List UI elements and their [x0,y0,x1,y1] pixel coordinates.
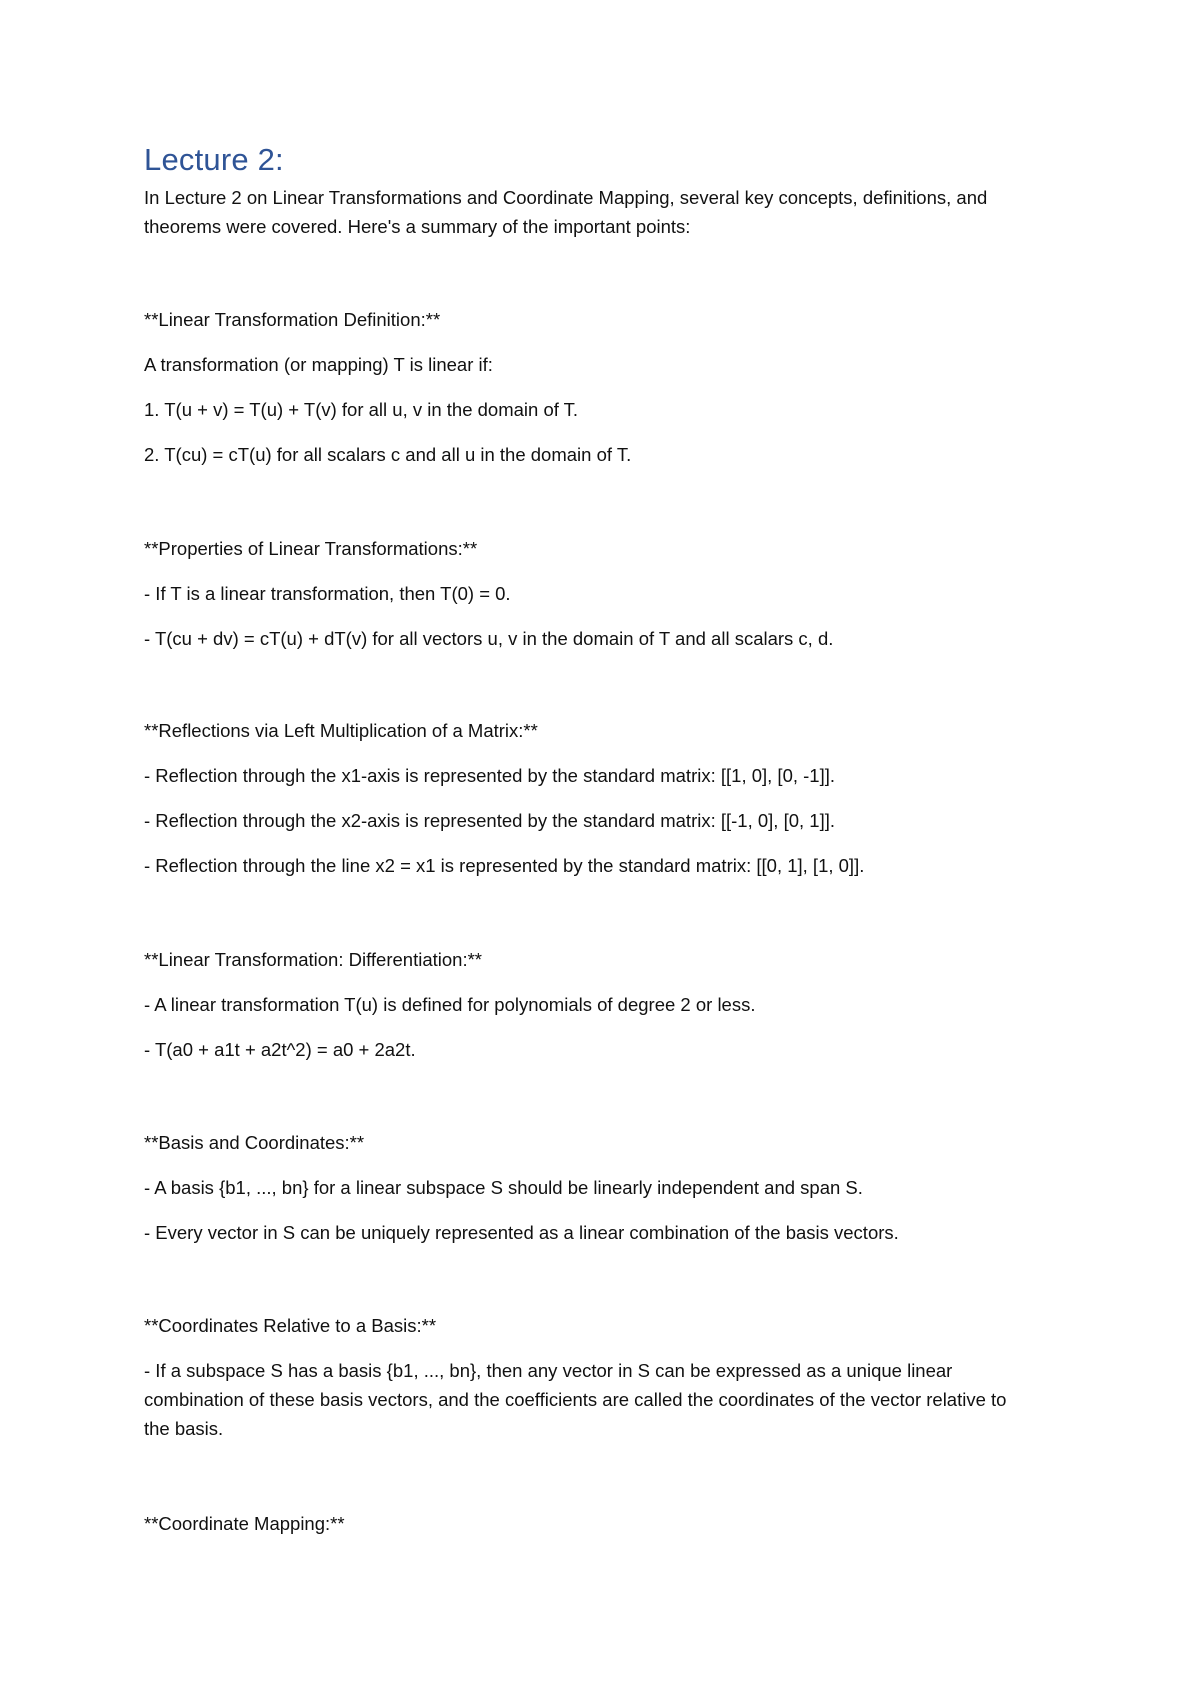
list-item: 1. T(u + v) = T(u) + T(v) for all u, v in the domain of T. [144,399,579,420]
section-linear-transformation-definition [144,305,1044,469]
list-item: - Every vector in S can be uniquely represented as a linear combination of the basis vectors. [144,1222,899,1243]
definition-line: A transformation (or mapping) T is linear if: [144,354,493,375]
section-heading: **Properties of Linear Transformations:** [144,538,478,559]
list-item: - T(a0 + a1t + a2t^2) = a0 + 2a2t. [144,1039,416,1060]
list-item: - A basis {b1, ..., bn} for a linear subspace S should be linearly independent and span S. [144,1177,863,1198]
list-item: - A linear transformation T(u) is defined for polynomials of degree 2 or less. [144,994,756,1015]
list-item: 2. T(cu) = cT(u) for all scalars c and all u in the domain of T. [144,444,632,465]
section-reflections [144,716,1044,880]
list-item: - Reflection through the line x2 = x1 is represented by the standard matrix: [[0, 1], [1, 0]]. [144,855,865,876]
list-item: - Reflection through the x2-axis is represented by the standard matrix: [[-1, 0], [0, 1]]. [144,810,836,831]
page-title: Lecture 2: [144,142,284,177]
section-differentiation [144,945,1044,1064]
section-heading: **Coordinate Mapping:** [144,1513,345,1534]
section-coordinates-relative-to-basis [144,1311,1044,1443]
list-item: - T(cu + dv) = cT(u) + dT(v) for all vectors u, v in the domain of T and all scalars c, d. [144,628,834,649]
list-item: - Reflection through the x1-axis is represented by the standard matrix: [[1, 0], [0, -1]]. [144,765,836,786]
section-heading: **Coordinates Relative to a Basis:** [144,1315,437,1336]
list-item: - If T is a linear transformation, then T(0) = 0. [144,583,511,604]
section-properties [144,534,1044,653]
section-heading: **Linear Transformation Definition:** [144,309,441,330]
intro-paragraph: In Lecture 2 on Linear Transformations and Coordinate Mapping, several key concepts, definitions, and theorems were covered. Here's a summary of the important points: [144,187,988,237]
section-coordinate-mapping [144,1509,1044,1538]
section-heading: **Basis and Coordinates:** [144,1132,365,1153]
section-basis-and-coordinates [144,1128,1044,1247]
section-heading: **Reflections via Left Multiplication of a Matrix:** [144,720,538,741]
paragraph-item: - If a subspace S has a basis {b1, ..., bn}, then any vector in S can be expressed as a unique linear combination of these basis vectors, and the coefficients are called the coordinates of the vector relative to the basis. [144,1360,1007,1439]
section-heading: **Linear Transformation: Differentiation:** [144,949,482,970]
